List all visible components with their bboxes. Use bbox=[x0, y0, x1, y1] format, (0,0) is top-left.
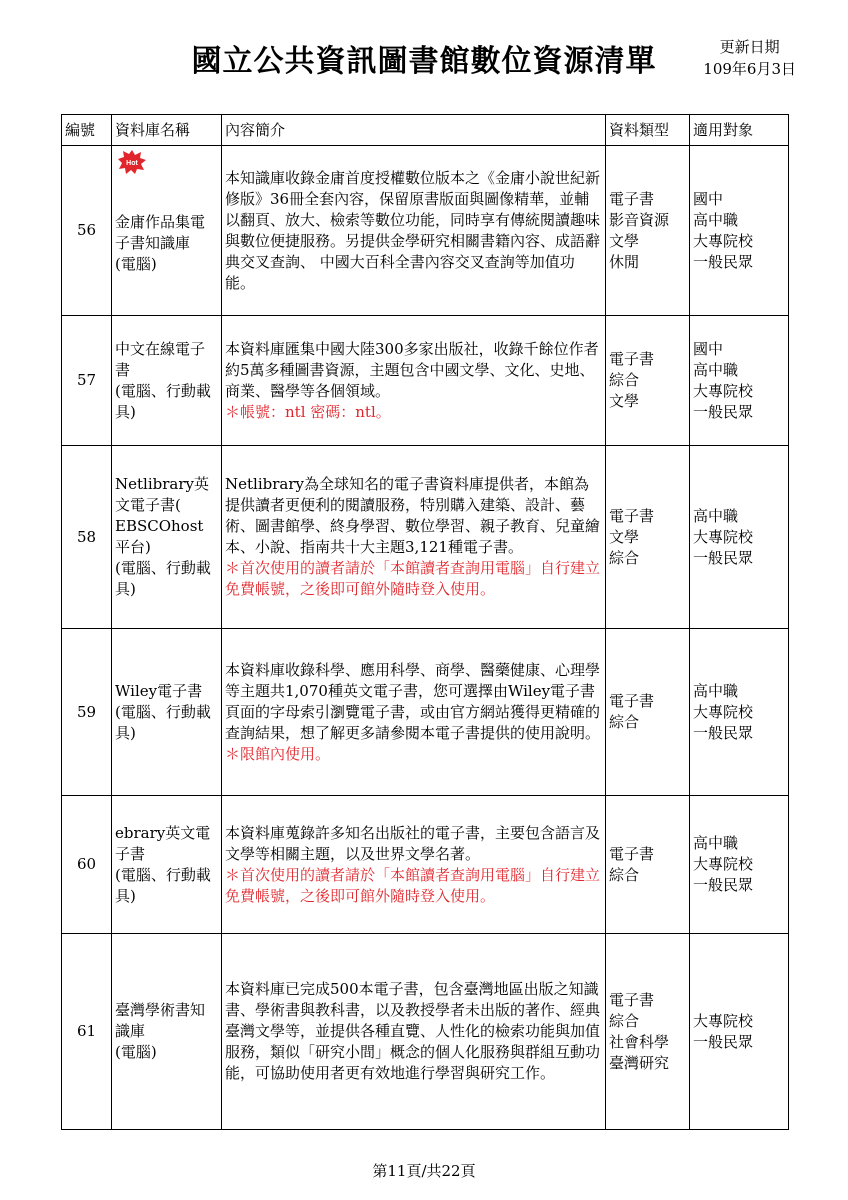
resource-type: 電子書 影音資源 文學 休閒 bbox=[606, 146, 690, 316]
description-cell bbox=[222, 629, 606, 796]
description-note: ＊限館內使用。 bbox=[225, 744, 331, 763]
description-text: 本資料庫匯集中國大陸300多家出版社，收錄千餘位作者約5萬多種圖書資源，主題包含中國文學、文化、史地、商業、醫學等各個領域。 bbox=[225, 339, 599, 400]
database-name: ebrary英文電子書 (電腦、行動載具) bbox=[112, 796, 222, 934]
column-header-id: 編號 bbox=[62, 115, 112, 146]
row-id: 61 bbox=[62, 934, 112, 1130]
database-name-cell bbox=[112, 146, 222, 316]
resource-table bbox=[61, 114, 789, 1130]
row-id: 59 bbox=[62, 629, 112, 796]
column-header-name: 資料庫名稱 bbox=[112, 115, 222, 146]
resource-type: 電子書 綜合 社會科學 臺灣研究 bbox=[606, 934, 690, 1130]
database-name: 中文在線電子書 (電腦、行動載具) bbox=[112, 316, 222, 446]
column-header-audience: 適用對象 bbox=[690, 115, 789, 146]
resource-type: 電子書 綜合 bbox=[606, 629, 690, 796]
description-note: ＊帳號：ntl 密碼：ntl。 bbox=[225, 402, 391, 421]
database-name: 臺灣學術書知識庫 (電腦) bbox=[112, 934, 222, 1130]
description-cell bbox=[222, 316, 606, 446]
description-text: 本資料庫蒐錄許多知名出版社的電子書，主要包含語言及文學等相關主題，以及世界文學名著。 bbox=[225, 823, 601, 863]
description-cell bbox=[222, 146, 606, 316]
row-id: 57 bbox=[62, 316, 112, 446]
table-row bbox=[62, 446, 789, 629]
hot-label: Hot bbox=[126, 160, 138, 167]
resource-type: 電子書 文學 綜合 bbox=[606, 446, 690, 629]
update-label: 更新日期 bbox=[719, 38, 780, 56]
description-text: 本資料庫已完成500本電子書，包含臺灣地區出版之知識書、學術書與教科書，以及教授學者未出版的著作、經典臺灣文學等，並提供各種直覽、人性化的檢索功能與加值服務，類似「研究小間」概念的個人化服務與群組互動功能，可協助使用者更有效地進行學習與研究工作。 bbox=[225, 980, 601, 1082]
description-note: ＊首次使用的讀者請於「本館讀者查詢用電腦」自行建立免費帳號，之後即可館外隨時登入使用。 bbox=[225, 559, 601, 598]
description-cell bbox=[222, 446, 606, 629]
update-date: 109年6月3日 bbox=[703, 60, 796, 78]
description-text: Netlibrary為全球知名的電子書資料庫提供者，本館為提供讀者更便利的閱讀服務，特別購入建築、設計、藝術、圖書館學、終身學習、數位學習、親子教育、兒童繪本、小說、指南共十大主題3,121種電子書。 bbox=[225, 475, 601, 556]
target-audience: 大專院校 一般民眾 bbox=[690, 934, 789, 1130]
table-row bbox=[62, 146, 789, 316]
row-id: 58 bbox=[62, 446, 112, 629]
resource-type: 電子書 綜合 bbox=[606, 796, 690, 934]
description-cell bbox=[222, 934, 606, 1130]
target-audience: 國中 高中職 大專院校 一般民眾 bbox=[690, 316, 789, 446]
table-row bbox=[62, 796, 789, 934]
database-name: 金庸作品集電子書知識庫 (電腦) bbox=[115, 213, 206, 273]
resource-type: 電子書 綜合 文學 bbox=[606, 316, 690, 446]
description-note: ＊首次使用的讀者請於「本館讀者查詢用電腦」自行建立免費帳號，之後即可館外隨時登入使用。 bbox=[225, 865, 601, 905]
database-name: Wiley電子書 (電腦、行動載具) bbox=[112, 629, 222, 796]
column-header-desc: 內容簡介 bbox=[222, 115, 606, 146]
target-audience: 高中職 大專院校 一般民眾 bbox=[690, 446, 789, 629]
row-id: 56 bbox=[62, 146, 112, 316]
description-cell bbox=[222, 796, 606, 934]
update-info bbox=[703, 36, 796, 80]
page-title: 國立公共資訊圖書館數位資源清單 bbox=[191, 44, 657, 79]
row-id: 60 bbox=[62, 796, 112, 934]
page-number: 第11頁/共22頁 bbox=[372, 1162, 476, 1180]
table-row bbox=[62, 629, 789, 796]
hot-badge-icon bbox=[118, 150, 146, 174]
table-header-row bbox=[62, 115, 789, 146]
table-row bbox=[62, 934, 789, 1130]
database-name: Netlibrary英文電子書( EBSCOhost平台) (電腦、行動載具) bbox=[112, 446, 222, 629]
column-header-type: 資料類型 bbox=[606, 115, 690, 146]
description-text: 本資料庫收錄科學、應用科學、商學、醫藥健康、心理學等主題共1,070種英文電子書，您可選擇由Wiley電子書頁面的字母索引瀏覽電子書，或由官方網站獲得更精確的查詢結果，想了解更多請參閱本電子書提供的使用說明。 bbox=[225, 660, 601, 742]
table-row bbox=[62, 316, 789, 446]
target-audience: 高中職 大專院校 一般民眾 bbox=[690, 629, 789, 796]
description-text: 本知識庫收錄金庸首度授權數位版本之《金庸小說世紀新修版》36冊全套內容，保留原書版面與圖像精華，並輔以翻頁、放大、檢索等數位功能，同時享有傳統閱讀趣味與數位便捷服務。另提供金學研究相關書籍內容、成語辭典交叉查詢、 中國大百科全書內容交叉查詢等加值功能。 bbox=[225, 168, 601, 292]
target-audience: 國中 高中職 大專院校 一般民眾 bbox=[690, 146, 789, 316]
target-audience: 高中職 大專院校 一般民眾 bbox=[690, 796, 789, 934]
